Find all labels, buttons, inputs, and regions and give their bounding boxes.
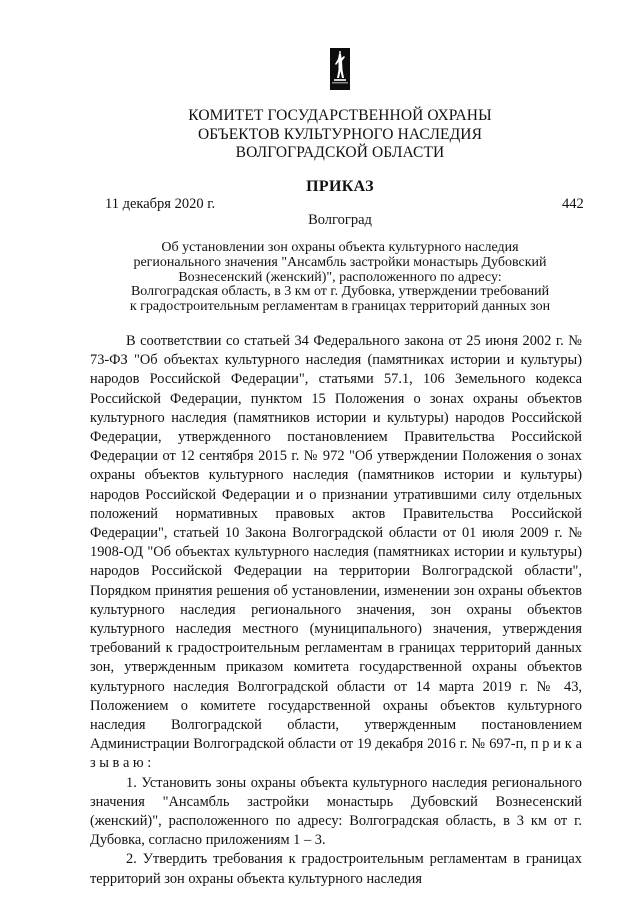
subject-line-2: регионального значения "Ансамбль застройки монастырь Дубовский <box>133 254 547 270</box>
item-2-paragraph: 2. Утвердить требования к градостроительным регламентам в границах территорий зон охраны объекта культурного наследия <box>90 851 582 887</box>
org-line-1: КОМИТЕТ ГОСУДАРСТВЕННОЙ ОХРАНЫ <box>188 107 492 124</box>
org-line-3: ВОЛГОГРАДСКОЙ ОБЛАСТИ <box>235 144 445 161</box>
subject-line-3: Вознесенский (женский)", расположенного по адресу: <box>178 269 502 285</box>
org-line-2: ОБЪЕКТОВ КУЛЬТУРНОГО НАСЛЕДИЯ <box>197 125 483 143</box>
document-title: ПРИКАЗ <box>306 178 374 195</box>
subject-line-1: Об установлении зон охраны объекта культурного наследия <box>161 240 519 255</box>
preamble-paragraph: В соответствии со статьей 34 Федерального закона от 25 июня 2002 г. № 73-ФЗ "Об объектах культурного наследия (памятниках истории и культуры) народов Российской Федерации", статьями 57.1, 106 Земельного кодекса Российской Федерации, пунктом 15 Положения о зонах охраны объектов культурного наследия (памятников истории и культуры) народов Российской Федерации, утвержденного постановлением Правительства Российской Федерации от 12 сентября 2015 г. № 972 "Об утверждении Положения о зонах охраны объектов культурного наследия (памятников истории и культуры) народов Российской Федерации и о признании утратившими силу отдельных положений нормативных правовых актов Правительства Российской Федерации", статьей 10 Закона Волгоградской области от 01 июля 2009 г. № 1908-ОД "Об объектах культурного наследия (памятниках истории и культуры) народов Российской Федерации на территории Волгоградской области", Порядком принятия решения об установлении, изменении зон охраны объектов культурного наследия регионального значения, зон охраны объектов культурного наследия местного (муниципального) значения, утверждения требований к градостроительным регламентам в границах территорий данных зон, утвержденным приказом комитета государственной охраны объектов культурного наследия Волгоградской области от 14 марта 2019 г. № 43, Положением о комитете государственной охраны объектов культурного наследия Волгоградской области, утвержденным постановлением Администрации Волгоградской области от 19 декабря 2016 г. № 697-п, п р и к а з ы в а ю : <box>90 333 582 772</box>
coat-of-arms-emblem <box>330 48 350 90</box>
order-number: 442 <box>562 196 584 212</box>
order-date: 11 декабря 2020 г. <box>105 196 216 212</box>
subject-line-4: Волгоградская область, в 3 км от г. Дубовка, утверждении требований <box>130 284 550 300</box>
organization-name <box>150 107 530 163</box>
monument-icon <box>330 48 350 90</box>
item-1-paragraph: 1. Установить зоны охраны объекта культурного наследия регионального значения "Ансамбль застройки монастырь Дубовский Вознесенский (женский)", расположенного по адресу: Волгоградская область, в 3 км от г. Дубовка, согласно приложениям 1 – 3. <box>90 774 582 849</box>
subject-line-5: к градостроительным регламентам в границах территорий данных зон <box>129 299 551 315</box>
order-city: Волгоград <box>308 212 372 228</box>
order-body <box>90 332 582 889</box>
order-subject <box>100 241 580 315</box>
